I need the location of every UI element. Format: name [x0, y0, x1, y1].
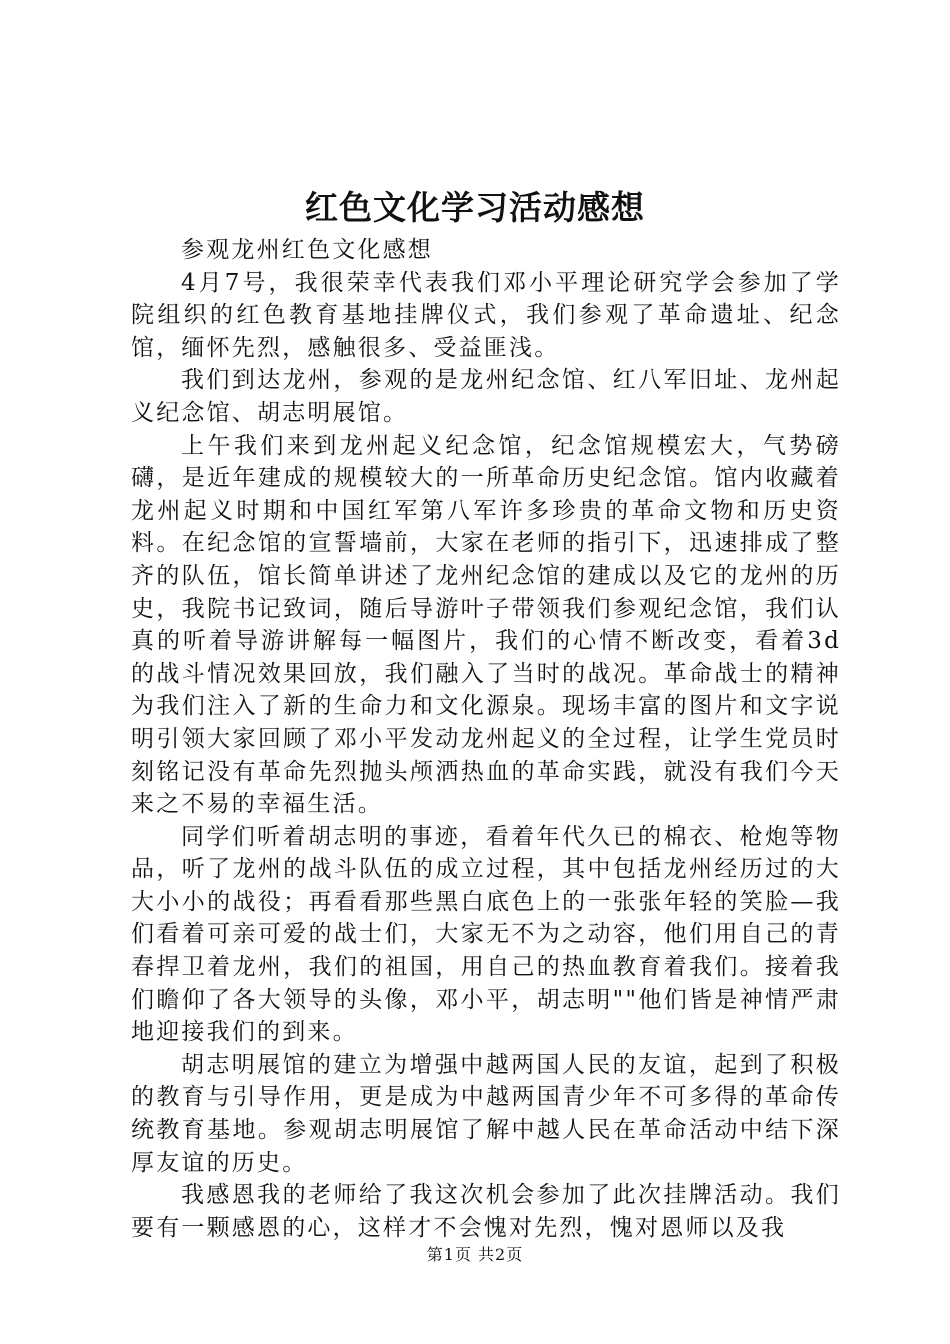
paragraph: 4月7号，我很荣幸代表我们邓小平理论研究学会参加了学院组织的红色教育基地挂牌仪式，我们参观了革命遗址、纪念馆，缅怀先烈，感触很多、受益匪浅。	[131, 269, 841, 361]
paragraph: 同学们听着胡志明的事迹，看着年代久已的棉衣、枪炮等物品，听了龙州的战斗队伍的成立过程，其中包括龙州经历过的大大小小的战役；再看看那些黑白底色上的一张张年轻的笑脸—我们看着可亲可爱的战士们，大家无不为之动容，他们用自己的青春捍卫着龙州，我们的祖国，用自己的热血教育着我们。接着我们瞻仰了各大领导的头像，邓小平，胡志明""他们皆是神情严肃地迎接我们的到来。	[131, 823, 841, 1046]
paragraph: 胡志明展馆的建立为增强中越两国人民的友谊，起到了积极的教育与引导作用，更是成为中越两国青少年不可多得的革命传统教育基地。参观胡志明展馆了解中越人民在革命活动中结下深厚友谊的历史。	[131, 1051, 841, 1176]
document-subtitle: 参观龙州红色文化感想	[181, 237, 433, 263]
paragraph: 上午我们来到龙州起义纪念馆，纪念馆规模宏大，气势磅礴，是近年建成的规模较大的一所革命历史纪念馆。馆内收藏着龙州起义时期和中国红军第八军许多珍贵的革命文物和历史资料。在纪念馆的宣誓墙前，大家在老师的指引下，迅速排成了整齐的队伍，馆长简单讲述了龙州纪念馆的建成以及它的龙州的历史，我院书记致词，随后导游叶子带领我们参观纪念馆，我们认真的听着导游讲解每一幅图片，我们的心情不断改变，看着3d的战斗情况效果回放，我们融入了当时的战况。革命战士的精神为我们注入了新的生命力和文化源泉。现场丰富的图片和文字说明引领大家回顾了邓小平发动龙州起义的全过程，让学生党员时刻铭记没有革命先烈抛头颅洒热血的革命实践，就没有我们今天来之不易的幸福生活。	[131, 432, 841, 818]
paragraph: 我们到达龙州，参观的是龙州纪念馆、红八军旧址、龙州起义纪念馆、胡志明展馆。	[131, 367, 841, 426]
page-number-footer: 第1页 共2页	[426, 1245, 524, 1264]
page-title: 红色文化学习活动感想	[305, 188, 645, 227]
paragraph: 我感恩我的老师给了我这次机会参加了此次挂牌活动。我们要有一颗感恩的心，这样才不会愧对先烈，愧对恩师以及我	[131, 1182, 841, 1241]
document-body	[131, 234, 841, 1244]
